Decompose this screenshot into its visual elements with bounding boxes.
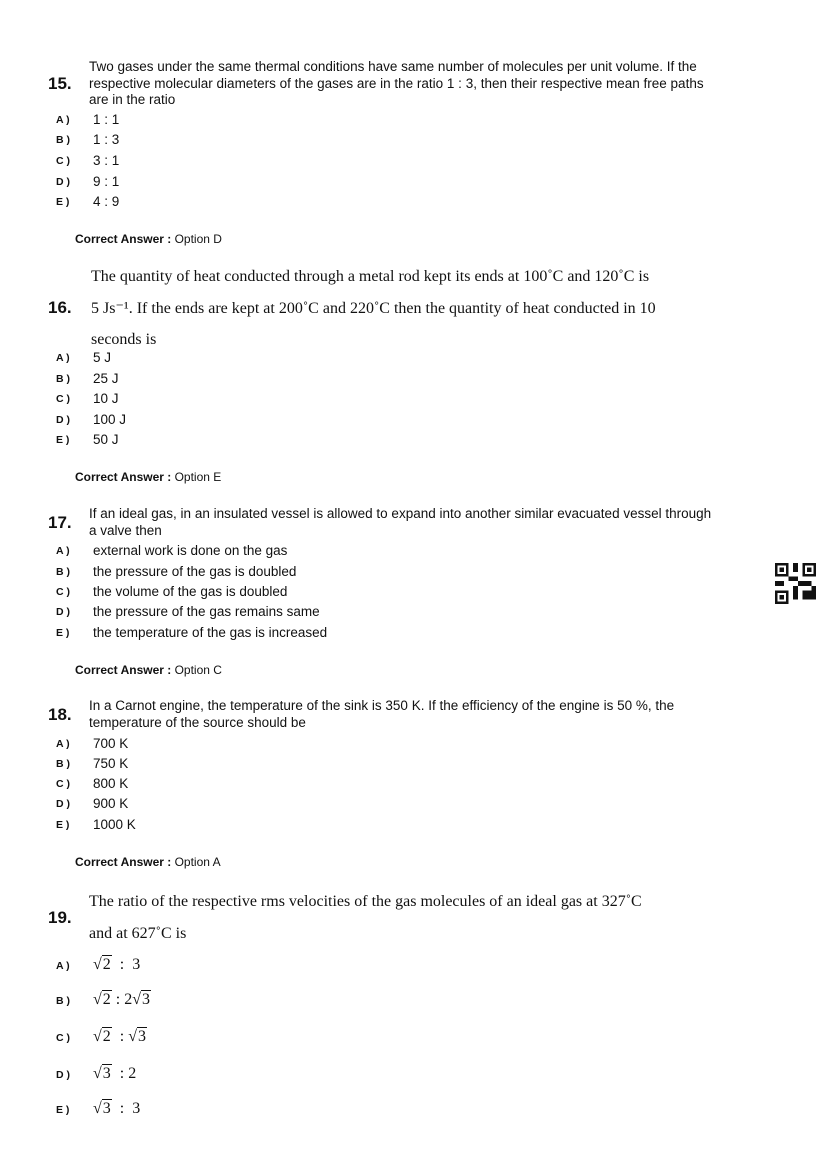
correct-answer-value: Option C: [174, 663, 222, 677]
sqrt-sign: √: [93, 956, 102, 973]
option-text: 100 J: [93, 412, 127, 427]
option-text: external work is done on the gas: [93, 543, 288, 558]
question-number: 18.: [48, 705, 72, 724]
question-number: 16.: [48, 298, 72, 317]
question-text-line: 5 Js⁻¹. If the ends are kept at 200˚C and 220˚C then the quantity of heat conducted in 10: [91, 300, 656, 317]
correct-answer: [75, 662, 222, 678]
option-text: 1 : 1: [93, 112, 120, 127]
correct-answer-label: Correct Answer :: [75, 663, 172, 677]
sqrt-sign: √: [132, 991, 142, 1008]
question-text-line: and at 627˚C is: [89, 925, 187, 942]
correct-answer-value: Option E: [174, 470, 222, 484]
correct-answer-value: Option A: [174, 855, 221, 869]
correct-answer-label: Correct Answer :: [75, 855, 172, 869]
option-text: [93, 1028, 147, 1046]
option-label: D ): [56, 606, 70, 618]
sqrt-sign: √: [93, 1100, 102, 1117]
correct-answer: [75, 231, 222, 247]
qr-code-icon: [775, 563, 816, 604]
radicand: 3: [138, 1028, 147, 1045]
option-text: the pressure of the gas remains same: [93, 604, 320, 619]
question-text-line: The quantity of heat conducted through a metal rod kept its ends at 100˚C and 120˚C is: [91, 268, 650, 285]
option-text: 800 K: [93, 776, 129, 791]
option-text: 700 K: [93, 736, 129, 751]
option-label: D ): [56, 176, 70, 188]
option-label: B ): [56, 373, 70, 385]
option-text: 25 J: [93, 371, 119, 386]
option-text: the temperature of the gas is increased: [93, 625, 328, 640]
radicand: 2: [102, 956, 111, 973]
correct-answer: [75, 469, 221, 485]
radicand: 2: [102, 1028, 111, 1045]
sqrt-sign: √: [93, 991, 102, 1008]
option-label: E ): [56, 1104, 70, 1116]
option-text: the volume of the gas is doubled: [93, 584, 288, 599]
option-label: A ): [56, 352, 70, 364]
correct-answer: [75, 854, 221, 870]
question-number: 15.: [48, 74, 72, 93]
option-text: 1000 K: [93, 817, 136, 832]
question-text-line: If an ideal gas, in an insulated vessel is allowed to expand into another similar evacuated vessel through: [89, 506, 712, 521]
option-text: 3 : 1: [93, 153, 120, 168]
question-text-line: a valve then: [89, 523, 162, 538]
option-label: A ): [56, 114, 70, 126]
option-text: [93, 1065, 136, 1083]
ratio-rest: : 2: [111, 1065, 137, 1082]
option-text: 9 : 1: [93, 174, 120, 189]
option-label: A ): [56, 738, 70, 750]
question-text-line: Two gases under the same thermal conditions have same number of molecules per unit volume. If the: [89, 59, 697, 74]
question-text-line: The ratio of the respective rms velocities of the gas molecules of an ideal gas at 327˚C: [89, 893, 642, 910]
option-text: 50 J: [93, 432, 119, 447]
option-text: 1 : 3: [93, 132, 120, 147]
option-label: C ): [56, 1032, 70, 1044]
question-number: 19.: [48, 908, 72, 927]
option-label: E ): [56, 434, 70, 446]
correct-answer-label: Correct Answer :: [75, 470, 172, 484]
radicand: 3: [102, 1100, 111, 1117]
option-label: B ): [56, 995, 70, 1007]
option-label: B ): [56, 134, 70, 146]
radicand: 2: [102, 991, 111, 1008]
option-text: [93, 956, 140, 974]
option-label: C ): [56, 155, 70, 167]
option-label: B ): [56, 758, 70, 770]
option-text: 4 : 9: [93, 194, 120, 209]
correct-answer-label: Correct Answer :: [75, 232, 172, 246]
correct-answer-value: Option D: [174, 232, 222, 246]
option-text: 5 J: [93, 350, 112, 365]
option-label: C ): [56, 586, 70, 598]
ratio-rest: :: [111, 1028, 129, 1045]
sqrt-sign: √: [93, 1065, 102, 1082]
option-text: [93, 1100, 140, 1118]
ratio-rest: : 3: [111, 956, 141, 973]
sqrt-sign: √: [93, 1028, 102, 1045]
option-label: E ): [56, 627, 70, 639]
option-label: A ): [56, 960, 70, 972]
question-number: 17.: [48, 513, 72, 532]
ratio-rest: : 3: [111, 1100, 141, 1117]
question-text-line: In a Carnot engine, the temperature of the sink is 350 K. If the efficiency of the engine is 50 %, the: [89, 698, 675, 713]
question-text-line: temperature of the source should be: [89, 715, 306, 730]
radicand: 3: [102, 1065, 111, 1082]
option-label: D ): [56, 414, 70, 426]
ratio-rest: : 2: [111, 991, 133, 1008]
option-label: C ): [56, 778, 70, 790]
option-text: the pressure of the gas is doubled: [93, 564, 297, 579]
option-text: 10 J: [93, 391, 119, 406]
option-text: 900 K: [93, 796, 129, 811]
option-label: D ): [56, 1069, 70, 1081]
option-text: 750 K: [93, 756, 129, 771]
question-text-line: are in the ratio: [89, 92, 176, 107]
option-label: E ): [56, 196, 70, 208]
question-text-line: seconds is: [91, 331, 157, 348]
option-label: B ): [56, 566, 70, 578]
option-label: C ): [56, 393, 70, 405]
option-text: [93, 991, 151, 1009]
option-label: D ): [56, 798, 70, 810]
sqrt-sign: √: [128, 1028, 138, 1045]
radicand: 3: [142, 991, 151, 1008]
option-label: E ): [56, 819, 70, 831]
question-text-line: respective molecular diameters of the gases are in the ratio 1 : 3, then their respective mean free paths: [89, 76, 704, 91]
option-label: A ): [56, 545, 70, 557]
